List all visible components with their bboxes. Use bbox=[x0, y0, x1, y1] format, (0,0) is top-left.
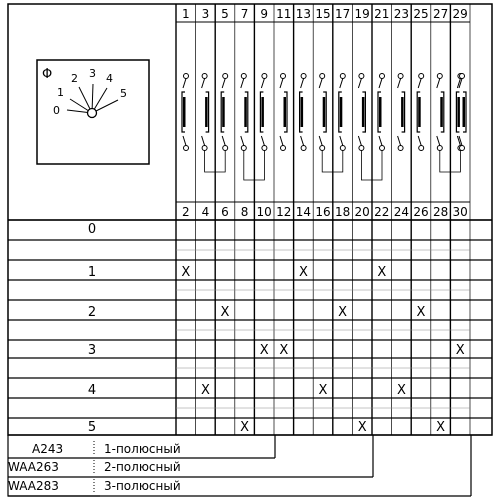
bottom-terminal-label: 12 bbox=[276, 205, 292, 219]
top-terminal-label: 23 bbox=[393, 7, 410, 21]
top-terminal-label: 25 bbox=[413, 7, 429, 21]
position-label: 5 bbox=[87, 420, 97, 435]
top-terminal-label: 13 bbox=[295, 7, 312, 21]
bottom-terminal-label: 20 bbox=[354, 205, 370, 219]
bottom-terminal-label: 6 bbox=[221, 205, 229, 219]
bottom-terminal-label: 22 bbox=[374, 205, 390, 219]
bottom-terminal-label: 18 bbox=[334, 205, 351, 219]
position-label: 4 bbox=[87, 383, 97, 398]
top-terminal-label: 15 bbox=[315, 7, 331, 21]
contact-mark: X bbox=[338, 305, 348, 320]
dial-symbol: Φ bbox=[42, 67, 53, 82]
model-desc-a243: 1-полюсный bbox=[104, 442, 181, 456]
position-labels bbox=[88, 222, 96, 435]
top-terminal-label: 29 bbox=[452, 7, 468, 21]
model-code-waa263: WAA263 bbox=[8, 460, 59, 474]
model-table bbox=[8, 441, 181, 494]
bottom-terminal-label: 28 bbox=[432, 205, 449, 219]
contact-mark: X bbox=[377, 265, 387, 280]
top-terminal-label: 9 bbox=[260, 7, 269, 21]
contact-mark: X bbox=[181, 265, 191, 280]
top-terminal-label: 11 bbox=[276, 7, 292, 21]
top-terminal-label: 1 bbox=[181, 7, 190, 21]
bottom-terminal-label: 16 bbox=[315, 205, 331, 219]
contact-mark: X bbox=[298, 265, 308, 280]
dial-label-1: 1 bbox=[57, 86, 64, 99]
bottom-terminal-label: 10 bbox=[256, 205, 272, 219]
bottom-terminal-label: 4 bbox=[201, 205, 210, 219]
bottom-terminal-label: 24 bbox=[393, 205, 410, 219]
dial-knob bbox=[88, 109, 97, 118]
top-terminal-label: 7 bbox=[240, 7, 249, 21]
contact-mark: X bbox=[318, 383, 328, 398]
position-label: 1 bbox=[87, 265, 97, 280]
bottom-terminal-label: 8 bbox=[240, 205, 249, 219]
dial-label-2: 2 bbox=[71, 72, 78, 85]
top-terminal-label: 3 bbox=[201, 7, 210, 21]
bottom-terminal-label: 30 bbox=[452, 205, 468, 219]
model-desc-waa283: 3-полюсный bbox=[104, 479, 181, 493]
contact-schematic bbox=[182, 74, 466, 181]
bottom-terminal-label: 2 bbox=[181, 205, 190, 219]
top-terminal-label: 27 bbox=[432, 7, 449, 21]
model-code-a243: A243 bbox=[32, 442, 64, 456]
contact-mark: X bbox=[200, 383, 210, 398]
position-label: 0 bbox=[87, 222, 97, 237]
bottom-terminal-label: 26 bbox=[413, 205, 429, 219]
bottom-terminal-label: 14 bbox=[295, 205, 312, 219]
top-terminal-label: 21 bbox=[374, 7, 390, 21]
contact-mark: X bbox=[416, 305, 426, 320]
position-label: 2 bbox=[87, 305, 97, 320]
contact-mark: X bbox=[436, 420, 446, 435]
top-terminal-label: 5 bbox=[221, 7, 229, 21]
dial-panel bbox=[37, 60, 149, 164]
top-terminal-label: 19 bbox=[354, 7, 370, 21]
contact-mark: X bbox=[396, 383, 406, 398]
contact-mark: X bbox=[279, 343, 289, 358]
model-desc-waa263: 2-полюсный bbox=[104, 460, 181, 474]
top-terminal-label: 17 bbox=[334, 7, 351, 21]
model-code-waa283: WAA283 bbox=[8, 479, 59, 493]
dial-label-3: 3 bbox=[89, 67, 96, 80]
dial-label-4: 4 bbox=[106, 72, 113, 85]
position-label: 3 bbox=[87, 343, 97, 358]
contact-mark: X bbox=[240, 420, 250, 435]
dial-label-5: 5 bbox=[120, 87, 127, 100]
contact-mark: X bbox=[220, 305, 230, 320]
dial-label-0: 0 bbox=[53, 104, 60, 117]
contact-mark: X bbox=[357, 420, 367, 435]
contact-marks bbox=[181, 265, 464, 435]
contact-mark: X bbox=[259, 343, 269, 358]
contact-mark: X bbox=[455, 343, 465, 358]
contact-element bbox=[456, 74, 466, 151]
